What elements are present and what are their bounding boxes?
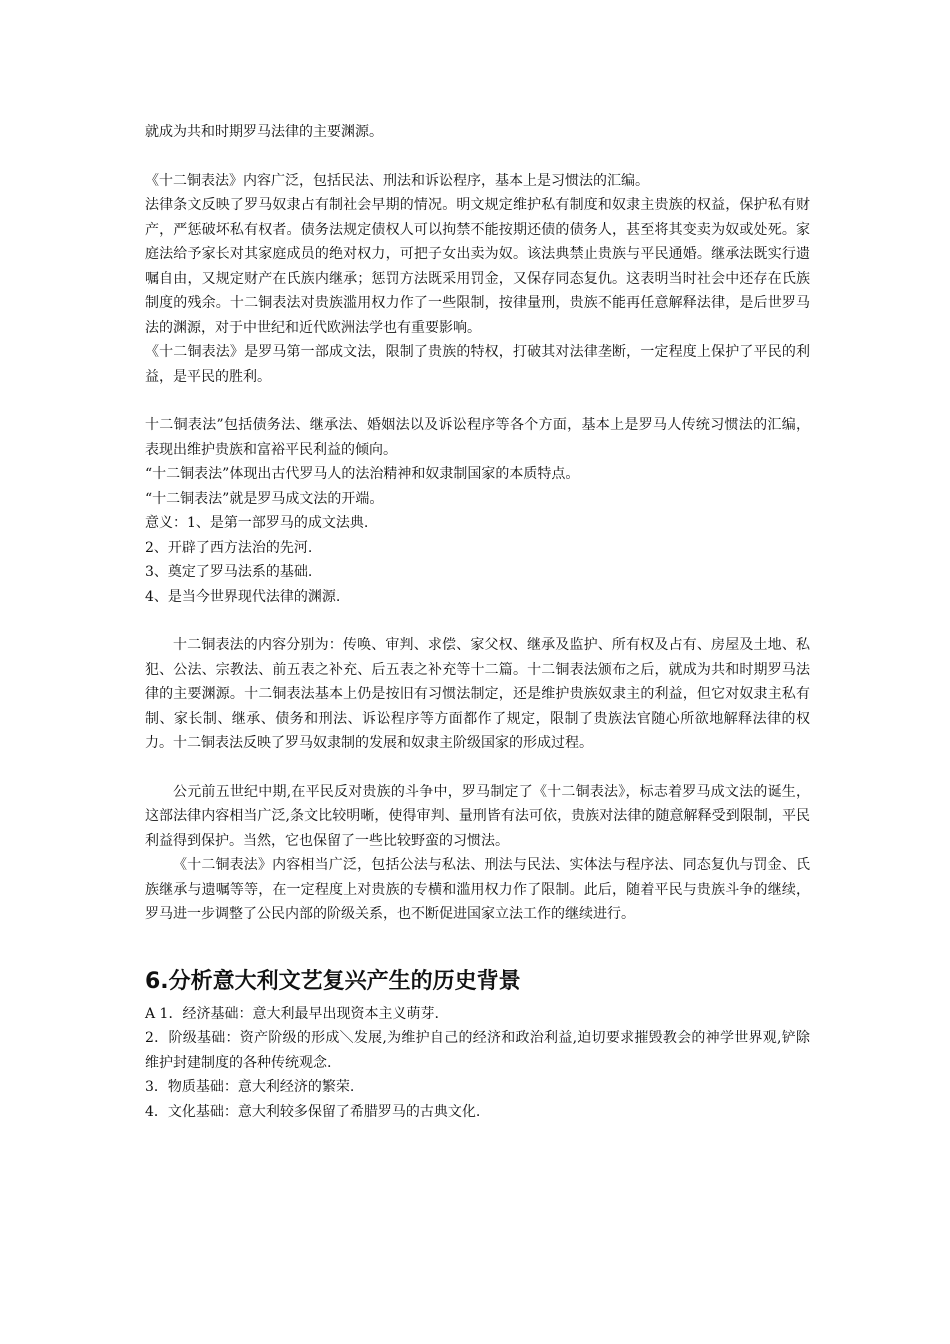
significance-item: 3、奠定了罗马法系的基础. (145, 564, 313, 580)
section-heading: 6.分析意大利文艺复兴产生的历史背景 (145, 968, 521, 994)
list-item: A 1．经济基础：意大利最早出现资本主义萌芽. (145, 1005, 439, 1022)
blank-line (145, 609, 810, 633)
paragraph: 《十二铜表法》是罗马第一部成文法，限制了贵族的特权，打破其对法律垄断，一定程度上保护了平民的利益，是平民的胜利。 (145, 344, 810, 385)
significance-item: 2、开辟了西方法治的先河. (145, 539, 313, 556)
blank-line (145, 927, 810, 950)
list-item: 4．文化基础：意大利较多保留了希腊罗马的古典文化. (145, 1103, 481, 1120)
paragraph: 公元前五世纪中期,在平民反对贵族的斗争中，罗马制定了《十二铜表法》，标志着罗马成文法的诞生，这部法律内容相当广泛,条文比较明晰，使得审判、量刑皆有法可依，贵族对法律的随意解释受到限制，平民利益得到保护。当然，它也保留了一些比较野蛮的习惯法。 (145, 783, 810, 849)
paragraph: “十二铜表法”就是罗马成文法的开端。 (145, 490, 384, 507)
list-item: 2．阶级基础：资产阶级的形成＼发展,为维护自己的经济和政治利益,迫切要求摧毁教会的神学世界观,铲除维护封建制度的各种传统观念. (145, 1030, 810, 1071)
paragraph: 十二铜表法”包括债务法、继承法、婚姻法以及诉讼程序等各个方面，基本上是罗马人传统习惯法的汇编，表现出维护贵族和富裕平民利益的倾向。 (145, 417, 810, 458)
list-item: 3．物质基础：意大利经济的繁荣. (145, 1079, 355, 1095)
paragraph: 法律条文反映了罗马奴隶占有制社会早期的情况。明文规定维护私有制度和奴隶主贵族的权益，保护私有财产，严惩破坏私有权者。债务法规定债权人可以拘禁不能按期还债的债务人，甚至将其变卖为奴或处死。家庭法给予家长对其家庭成员的绝对权力，可把子女出卖为奴。该法典禁止贵族与平民通婚。继承法既实行遗嘱自由，又规定财产在氏族内继承；惩罚方法既采用罚金，又保存同态复仇。这表明当时社会中还存在氏族制度的残余。十二铜表法对贵族滥用权力作了一些限制，按律量刑，贵族不能再任意解释法律，是后世罗马法的渊源，对于中世纪和近代欧洲法学也有重要影响。 (145, 197, 810, 336)
blank-line (145, 389, 810, 413)
significance-item: 4、是当今世界现代法律的渊源. (145, 588, 341, 605)
paragraph: 《十二铜表法》内容相当广泛，包括公法与私法、刑法与民法、实体法与程序法、同态复仇与罚金、氏族继承与遗嘱等等，在一定程度上对贵族的专横和滥用权力作了限制。此后，随着平民与贵族斗争的继续，罗马进一步调整了公民内部的阶级关系，也不断促进国家立法工作的继续进行。 (145, 857, 810, 922)
paragraph: 就成为共和时期罗马法律的主要渊源。 (145, 124, 383, 140)
document-page (145, 120, 810, 1124)
paragraph: “十二铜表法”体现出古代罗马人的法治精神和奴隶制国家的本质特点。 (145, 466, 580, 482)
paragraph: 《十二铜表法》内容广泛，包括民法、刑法和诉讼程序，基本上是习惯法的汇编。 (145, 172, 649, 189)
significance-intro: 意义：1、是第一部罗马的成文法典. (145, 515, 369, 531)
blank-line (145, 756, 810, 780)
paragraph: 十二铜表法的内容分别为：传唤、审判、求偿、家父权、继承及监护、所有权及占有、房屋及土地、私犯、公法、宗教法、前五表之补充、后五表之补充等十二篇。十二铜表法颁布之后，就成为共和时期罗马法律的主要渊源。十二铜表法基本上仍是按旧有习惯法制定，还是维护贵族奴隶主的利益，但它对奴隶主私有制、家长制、继承、债务和刑法、诉讼程序等方面都作了规定，限制了贵族法官随心所欲地解释法律的权力。十二铜表法反映了罗马奴隶制的发展和奴隶主阶级国家的形成过程。 (145, 637, 810, 751)
blank-line (145, 145, 810, 169)
